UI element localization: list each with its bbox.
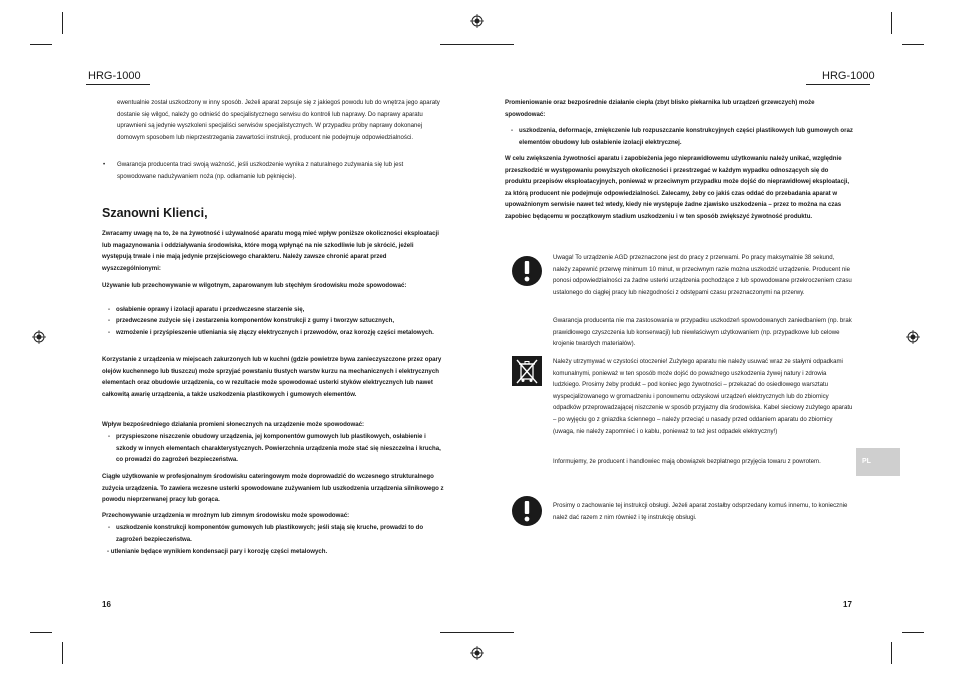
crop-mark bbox=[62, 12, 63, 34]
exclamation-icon bbox=[512, 496, 542, 526]
frost-item: uszkodzenie konstrukcji komponentów gumowych lub plastikowych; jeśli stają się kruche, prowadzi to do zagrożeń bezpieczeństwa. bbox=[116, 524, 424, 543]
page-heading: Szanowni Klienci, bbox=[102, 206, 208, 220]
lifetime-paragraph: W celu zwiększenia żywotności aparatu i zapobieżenia jego nieprawidłowemu użytkowaniu należy unikać, względnie przeszkodzić w występowaniu powyższych okoliczności i przestrzegać w każdym wypadku odnoszących się do produktu przepisów eksploatacyjnych, ponieważ w przeciwnym przypadku może dojść do nieprawidłowej eksploatacji, za którą producent nie podejmuje odpowiedzialności. Zalecamy, żeby co jakiś czas oddać do przebadania aparat w upoważnionym serwisie nawet też wtedy, kiedy nie występuje żadne zjawisko uszkodzenia – przez to można na czas zapobiec będącemu w początkowym stadium uszkodzeniu i w ten sposób zwiększyć żywotność produktu. bbox=[505, 155, 850, 220]
right-header-rule bbox=[806, 84, 870, 85]
frost-item-2: - utlenianie będące wynikiem kondensacji pary i korozję części metalowych. bbox=[107, 548, 328, 555]
registration-mark-icon bbox=[470, 14, 484, 28]
registration-mark-icon bbox=[906, 330, 920, 344]
left-model-name: HRG-1000 bbox=[88, 70, 141, 82]
center-crop-mark bbox=[440, 44, 514, 45]
sun-item: przyspieszone niszczenie obudowy urządzenia, jej komponentów gumowych lub plastikowych, osłabienie i szkody w innych elementach charakterystycznych. Powierzchnia urządzenia może stać się nieszczelna i krucha, co prowadzi do zagrożeń bezpieczeństwa. bbox=[116, 433, 441, 464]
keep-manual-notice: Prosimy o zachowanie tej instrukcji obsługi. Jeżeli aparat zostałby odsprzedany komuś innemu, to koniecznie należ dać razem z nim również i tę instrukcję obsługi. bbox=[553, 502, 848, 521]
dash: - bbox=[108, 317, 111, 324]
crop-mark bbox=[891, 12, 892, 34]
intro-paragraph: Zwracamy uwagę na to, że na żywotność i używalność aparatu mogą mieć wpływ poniższe okoliczności eksploatacji lub magazynowania i oddziaływania środowiska, które mogą wpłynąć na nie szkodliwie lub je skrócić, jeżeli występują trwale i nie mają jedynie przejściowego charakteru. Należy zawsze chronić aparat przed wyszczególnionymi: bbox=[102, 230, 439, 272]
warranty-exclusion-notice: Gwarancja producenta nie ma zastosowania w przypadku uszkodzeń spowodowanych zaniedbaniem (np. brak prawidłowego czyszczenia lub konserwacji) lub niewłaściwym użytkowaniem (np. przypadkowe lub celowe krojenie twardych materiałów). bbox=[553, 317, 852, 348]
dash: - bbox=[108, 433, 111, 440]
crop-mark bbox=[902, 632, 924, 633]
registration-mark-icon bbox=[470, 646, 484, 660]
right-model-name: HRG-1000 bbox=[822, 70, 875, 82]
humid-item: osłabienie oprawy i izolacji aparatu i przedwczesne starzenie się, bbox=[116, 306, 305, 313]
dash: - bbox=[108, 524, 111, 531]
kitchen-paragraph: Korzystanie z urządzenia w miejscach zakurzonych lub w kuchni (gdzie powietrze bywa zanieczyszczone przez opary olejów kuchennego lub tłuszczu) może sprzyjać powstaniu tłustych warstw kurzu na mechanicznych i elektrycznych elementach oraz obudowie urządzenia, co w rezultacie może spowodować usterki styków elektrycznych lub nawet całkowitą awarię urządzenia, a także uszkodzenia plastikowych i gumowych elementów. bbox=[102, 356, 442, 398]
humid-item: wzmożenie i przyśpieszenie utleniania się złączy elektrycznych i przewodów, oraz korozję części metalowych. bbox=[116, 329, 434, 336]
recycling-notice: Należy utrzymywać w czystości otoczenie! Zużytego aparatu nie należy usuwać wraz ze stałymi odpadkami komunalnymi, ponieważ w ten sposób może dojść do poważnego uszkodzenia żywej natury i zdrowia ludzkiego. Prosimy żeby produkt – pod koniec jego żywotności – przekazać do osiedlowego warsztatu wyspecjalizowanego w gromadzeniu i ponownemu odzyskowi urządzeń elektrycznych lub do zbiornicy odpadków przeprowadzającej niszczenie w sposób przyjazny dla środowiska. Kabel sieciowy zużytego aparatu – po wyjęciu go z gniazdka ściennego – należy przeciąć u nasady przed oddaniem aparatu do zbiornicy (uwaga, nie należy zapomnieć i o kablu, ponieważ to też jest odpadek elektryczny!) bbox=[553, 358, 853, 435]
take-back-notice: Informujemy, że producent i handlowiec mają obowiązek bezpłatnego przyjęcia towaru z powrotem. bbox=[553, 458, 821, 465]
warranty-continuation: ewentualnie został uszkodzony w inny sposób. Jeżeli aparat zepsuje się z jakiegoś powodu lub do wnętrza jego aparaty dostanie się wilgoć, należy go odnieść do specjalistycznego serwisu do kontroli lub naprawy. Do naprawy aparatu uprawnieni są jedynie wyszkoleni specjaliści serwisów specjalistycznych. W przypadku próby naprawy dokonanej domowym sposobem lub nieprzestrzegania zawartości instrukcji, producent nie podejmuje odpowiedzialności. bbox=[117, 99, 440, 141]
bullet-dot: • bbox=[103, 161, 106, 168]
crop-mark bbox=[902, 44, 924, 45]
intermittent-use-notice: Uwaga! To urządzenie AGD przeznaczone jest do pracy z przerwami. Po pracy maksymalnie 38 sekund, należy zapewnić przerwę minimum 10 minut, w przeciwnym razie można uszkodzić urządzenie. Producent nie ponosi odpowiedzialności za żadne usterki urządzenia pochodzące z lub spowodowane przekroczeniem czasu ustalonego do ciągłej pracy lub niezgodności z odstępami czasu przeznaczonymi na przerwy. bbox=[553, 254, 852, 296]
sun-title: Wpływ bezpośredniego działania promieni słonecznych na urządzenie może spowodować: bbox=[102, 421, 365, 428]
registration-mark-icon bbox=[32, 330, 46, 344]
frost-title: Przechowywanie urządzenia w mroźnym lub zimnym środowisku może spowodować: bbox=[102, 512, 350, 519]
exclamation-icon bbox=[512, 256, 542, 286]
crop-mark bbox=[62, 642, 63, 664]
crop-mark bbox=[30, 632, 52, 633]
center-crop-mark bbox=[440, 632, 514, 633]
language-tab: PL bbox=[856, 448, 900, 476]
crop-mark bbox=[30, 44, 52, 45]
warranty-bullet-text: Gwarancja producenta traci swoją ważność, jeśli uszkodzenie wynika z naturalnego zużywania się lub jest spowodowane nadużywaniem noża (np. odłamanie lub pęknięcie). bbox=[117, 161, 404, 180]
dash: - bbox=[511, 127, 514, 134]
crop-mark bbox=[891, 642, 892, 664]
humid-title: Używanie lub przechowywanie w wilgotnym, zaparowanym lub stęchłym środowisku może spowodować: bbox=[102, 282, 407, 289]
crossed-bin-icon bbox=[512, 356, 542, 386]
heat-item: uszkodzenia, deformacje, zmiękczenie lub rozpuszczanie konstrukcyjnych części plastikowych lub gumowych oraz elementów obudowy lub osłabienie izolacji elektrycznej. bbox=[519, 127, 853, 146]
left-page-number: 16 bbox=[102, 600, 111, 609]
left-header-rule bbox=[86, 84, 150, 85]
catering-paragraph: Ciągłe użytkowanie w profesjonalnym środowisku cateringowym może doprowadzić do wczesnego strukturalnego zużycia urządzenia. To zawiera wczesne usterki spowodowane zużywaniem lub uszkodzenia urządzenia silnikowego z powodu nieprzerwanej pracy lub gorąca. bbox=[102, 473, 444, 504]
dash: - bbox=[108, 306, 111, 313]
humid-item: przedwczesne zużycie się i zestarzenia komponentów konstrukcji z gumy i tworzyw sztucznych, bbox=[116, 317, 395, 324]
dash: - bbox=[108, 329, 111, 336]
right-page-number: 17 bbox=[843, 600, 852, 609]
heat-title: Promieniowanie oraz bezpośrednie działanie ciepła (zbyt blisko piekarnika lub urządzeń grzewczych) może spowodować: bbox=[505, 99, 815, 118]
